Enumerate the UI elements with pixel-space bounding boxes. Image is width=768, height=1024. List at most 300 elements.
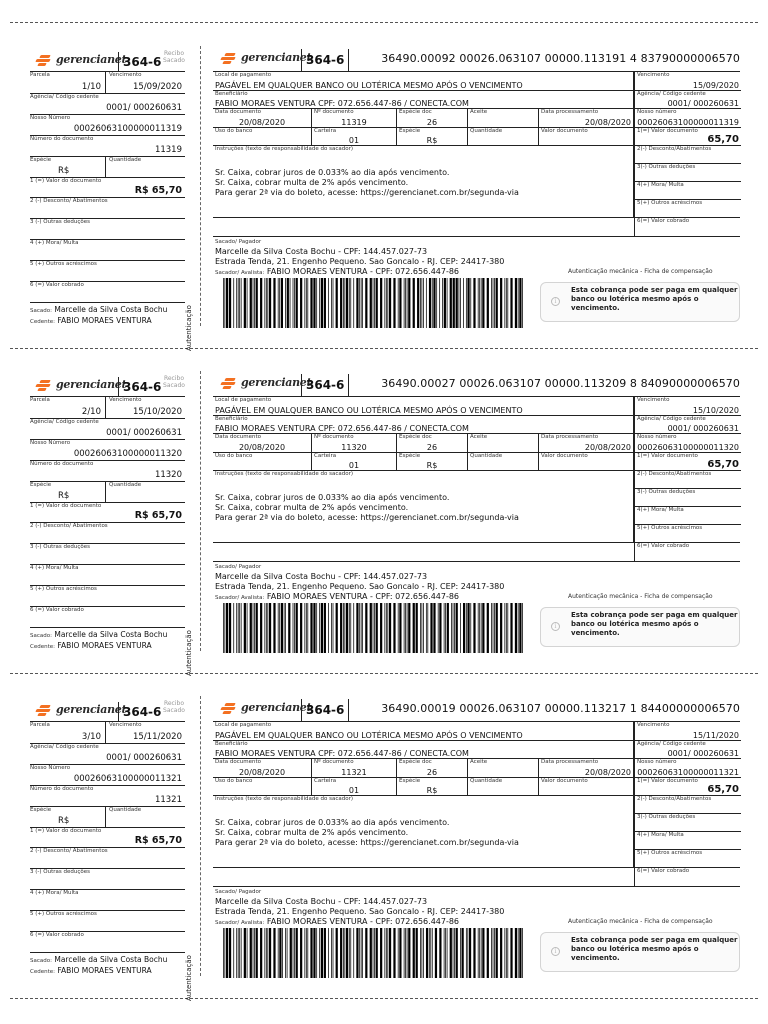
barcode-bar — [260, 278, 262, 328]
barcode-bar — [393, 603, 395, 653]
barcode-bar — [279, 278, 280, 328]
barcode-bar — [269, 603, 271, 653]
barcode-bar — [244, 603, 246, 653]
barcode-bar — [453, 278, 455, 328]
info-icon: i — [551, 947, 560, 956]
barcode-bar — [376, 603, 378, 653]
barcode-bar — [349, 928, 350, 978]
barcode-bar — [459, 278, 460, 328]
barcode-bar — [365, 278, 367, 328]
local-pagamento-cell: Local de pagamento PAGÁVEL EM QUALQUER BANCO OU LOTÉRICA MESMO APÓS O VENCIMENTO — [213, 722, 634, 741]
barcode-bar — [362, 928, 363, 978]
info-icon: i — [551, 622, 560, 631]
barcode-bar — [482, 928, 484, 978]
barcode-bar — [420, 603, 421, 653]
barcode-bar — [398, 278, 399, 328]
barcode-bar — [333, 603, 334, 653]
especie-row: Espécie Quantidade R$ — [30, 482, 185, 503]
barcode-bar — [353, 603, 354, 653]
barcode-bar — [473, 278, 475, 328]
nosso-numero-row: Nosso Número 00026063100000011320 — [30, 440, 185, 461]
barcode-bar — [370, 603, 372, 653]
barcode-bar — [470, 603, 471, 653]
barcode-bar — [413, 603, 415, 653]
barcode-bar — [344, 928, 345, 978]
recibo-sacado: gerencianet 364-6 Recibo Sacado Parcela Vencimento 1/10 15/09/2020 Agência/ Código cedente 0001/ 000260631 Nosso Número 00026063100000011319 Número do documento 11319 Espécie Quantidade R$ 1 (=) Valor do documento R$ 65,70 2 (-) Desconto/ Abatimentos 3 (-) Outras deduções 4 (+) Mora/ Multa 5 (+) Outros acréscimos 6 (=) Valor cobrado Sacado: Marcelle da Silva Costa Bochu Cedente: FABIO MORAES VENTURA — [30, 46, 185, 327]
barcode-bar — [416, 603, 418, 653]
barcode-bar — [423, 278, 424, 328]
barcode-bar — [386, 928, 387, 978]
barcode-bar — [444, 603, 445, 653]
barcode-bar — [376, 928, 378, 978]
valor-documento-row: 1 (=) Valor do documento R$ 65,70 — [30, 178, 185, 198]
barcode-bar — [413, 928, 415, 978]
parcela-value: 1/10 — [81, 82, 101, 92]
barcode-bar — [356, 278, 358, 328]
barcode-bar — [470, 278, 471, 328]
barcode-bar — [398, 928, 399, 978]
sacado-pagador: Sacado/ Pagador Marcelle da Silva Costa Bochu - CPF: 144.457.027-73 Estrada Tenda, 21. Engenho Pequeno. Sao Goncalo - RJ. CEP: 24417-380 — [213, 236, 740, 267]
barcode-bar — [466, 928, 467, 978]
barcode-bar — [328, 278, 329, 328]
gerencianet-logo: gerencianet — [36, 378, 126, 391]
barcode-bar — [349, 278, 350, 328]
barcode-bar — [462, 928, 464, 978]
especie-row: Espécie Quantidade R$ — [30, 807, 185, 828]
barcode-bar — [269, 278, 271, 328]
barcode-bar — [460, 603, 461, 653]
barcode-bar — [233, 278, 234, 328]
barcode-bar — [404, 928, 405, 978]
barcode-bar — [506, 928, 507, 978]
cut-line — [10, 673, 758, 674]
barcode-bar — [494, 603, 495, 653]
barcode-bar — [482, 278, 484, 328]
agencia-row: Agência/ Código cedente 0001/ 000260631 — [30, 94, 185, 115]
barcode-bar — [507, 603, 508, 653]
barcode-bar — [224, 278, 225, 328]
barcode-bar — [285, 603, 286, 653]
barcode-bar — [247, 278, 248, 328]
barcode-bar — [454, 603, 455, 653]
barcode-bar — [300, 603, 302, 653]
recibo-footer: Sacado: Marcelle da Silva Costa Bochu Cedente: FABIO MORAES VENTURA — [30, 955, 168, 975]
barcode-bar — [387, 603, 388, 653]
barcode-bar — [287, 278, 289, 328]
barcode-bar — [336, 278, 338, 328]
barcode-bar — [487, 603, 489, 653]
barcode-bar — [398, 603, 399, 653]
barcode-bar — [306, 603, 307, 653]
barcode-bar — [353, 278, 354, 328]
barcode-bar — [306, 278, 307, 328]
barcode-bar — [373, 278, 374, 328]
barcode-bar — [313, 278, 315, 328]
barcode-bar — [519, 928, 521, 978]
barcode-bar — [296, 928, 298, 978]
barcode-bar — [223, 278, 224, 328]
barcode-bar — [467, 603, 469, 653]
barcode-bar — [313, 928, 315, 978]
barcode-bar — [256, 278, 258, 328]
barcode-bar — [281, 278, 283, 328]
barcode-bar — [479, 278, 480, 328]
barcode-bar — [256, 603, 258, 653]
barcode-bar — [422, 603, 423, 653]
payment-notice: i Esta cobrança pode ser paga em qualquer banco ou lotérica mesmo após o vencimento. — [540, 607, 740, 647]
barcode-bar — [456, 278, 458, 328]
barcode-bar — [426, 603, 427, 653]
barcode-bar — [260, 928, 262, 978]
barcode-bar — [316, 278, 317, 328]
barcode-bar — [407, 603, 408, 653]
barcode-bar — [467, 278, 469, 328]
barcode-bar — [316, 928, 317, 978]
bank-code: 364-6 — [118, 702, 161, 722]
barcode-bar — [344, 278, 345, 328]
gerencianet-logo: gerencianet — [221, 701, 311, 714]
barcode-bar — [405, 278, 406, 328]
instrucoes-cell: Instruções (texto de responsabilidade do sacador) Sr. Caixa, cobrar juros de 0.033% ao dia após vencimento. Sr. Caixa, cobrar multa de 2% após vencimento. Para gerar 2ª via do boleto, acesse: https://gerencianet.com.br/segunda-via — [213, 796, 634, 868]
barcode-bar — [384, 603, 385, 653]
barcode-bar — [481, 603, 482, 653]
barcode-bar — [239, 603, 240, 653]
barcode-bar — [478, 928, 479, 978]
bank-code: 364-6 — [301, 49, 349, 71]
barcode-bar — [288, 603, 290, 653]
barcode-bar — [407, 928, 408, 978]
barcode-bar — [278, 603, 279, 653]
barcode-bar — [493, 928, 494, 978]
barcode-bar — [387, 928, 388, 978]
gerencianet-logo: gerencianet — [221, 376, 311, 389]
barcode-bar — [294, 603, 295, 653]
barcode-bar — [460, 278, 461, 328]
barcode-bar — [350, 928, 351, 978]
barcode-bar — [432, 928, 433, 978]
barcode-bar — [324, 603, 326, 653]
barcode-bar — [384, 928, 385, 978]
parcela-vencimento-row: Parcela Vencimento 2/10 15/10/2020 — [30, 397, 185, 419]
barcode-bar — [361, 278, 362, 328]
barcode-bar — [236, 278, 237, 328]
barcode-bar — [494, 278, 495, 328]
barcode-bar — [331, 278, 332, 328]
barcode-bar — [522, 278, 523, 328]
logo-mark-icon — [36, 705, 52, 715]
instrucoes-cell: Instruções (texto de responsabilidade do sacador) Sr. Caixa, cobrar juros de 0.033% ao dia após vencimento. Sr. Caixa, cobrar multa de 2% após vencimento. Para gerar 2ª via do boleto, acesse: https://gerencianet.com.br/segunda-via — [213, 146, 634, 218]
parcela-value: 2/10 — [81, 407, 101, 417]
barcode-bar — [307, 603, 308, 653]
barcode-bar — [405, 603, 406, 653]
barcode-bar — [405, 928, 406, 978]
barcode-bar — [346, 928, 348, 978]
barcode-bar — [518, 928, 519, 978]
linha-digitavel: 36490.00019 00026.063107 00000.113217 1 84400000006570 — [381, 702, 740, 715]
barcode-bar — [279, 603, 280, 653]
barcode-bar — [481, 278, 482, 328]
barcode-bar — [426, 278, 427, 328]
barcode-bar — [247, 928, 248, 978]
barcode-bar — [510, 928, 512, 978]
barcode-bar — [267, 278, 268, 328]
barcode-bar — [507, 278, 508, 328]
barcode-bar — [426, 928, 428, 978]
valores-column: Vencimento 15/09/2020 Agência/ Código cedente 0001/ 000260631 Nosso número 00026063100000011319 1(=) Valor documento 65,70 2(-) Desconto/Abatimentos 3(-) Outras deduções 4(+) Mora/ Multa 5(+) Outros acréscimos — [634, 72, 740, 218]
barcode-bar — [515, 278, 517, 328]
valor-documento-row: 1 (=) Valor do documento R$ 65,70 — [30, 503, 185, 523]
barcode-bar — [479, 928, 480, 978]
barcode-bar — [350, 278, 351, 328]
barcode-bar — [321, 928, 323, 978]
barcode-bar — [253, 603, 254, 653]
barcode-bar — [254, 928, 255, 978]
valor-cobrado-cell: 6(=) Valor cobrado — [634, 868, 740, 886]
barcode-bar — [386, 278, 387, 328]
barcode-bar — [430, 603, 432, 653]
valor-documento-row: 1 (=) Valor do documento R$ 65,70 — [30, 828, 185, 848]
barcode-bar — [239, 278, 240, 328]
barcode-bar — [522, 603, 523, 653]
barcode-bar — [407, 278, 408, 328]
barcode-bar — [233, 928, 234, 978]
sacado-pagador: Sacado/ Pagador Marcelle da Silva Costa Bochu - CPF: 144.457.027-73 Estrada Tenda, 21. Engenho Pequeno. Sao Goncalo - RJ. CEP: 24417-380 — [213, 561, 740, 592]
barcode-bar — [456, 928, 458, 978]
barcode-bar — [504, 603, 505, 653]
barcode-bar — [340, 278, 342, 328]
autenticacao-vertical-label: Autenticação — [185, 305, 193, 351]
recibo-footer: Sacado: Marcelle da Silva Costa Bochu Cedente: FABIO MORAES VENTURA — [30, 305, 168, 325]
barcode-bar — [266, 603, 267, 653]
barcode-bar — [324, 928, 326, 978]
barcode-bar — [479, 603, 480, 653]
boleto-slip — [0, 46, 768, 351]
barcode-bar — [447, 278, 448, 328]
numero-documento-row: Número do documento 11319 — [30, 136, 185, 157]
barcode-bar — [491, 928, 492, 978]
barcode-bar — [439, 603, 441, 653]
barcode-bar — [241, 603, 242, 653]
barcode-bar — [310, 603, 312, 653]
recibo-sacado-label: Recibo Sacado — [163, 700, 185, 714]
barcode-bar — [350, 603, 351, 653]
barcode-bar — [273, 603, 275, 653]
barcode-bar — [321, 278, 323, 328]
barcode-bar — [316, 603, 317, 653]
valores-column: Vencimento 15/10/2020 Agência/ Código cedente 0001/ 000260631 Nosso número 00026063100000011320 1(=) Valor documento 65,70 2(-) Desconto/Abatimentos 3(-) Outras deduções 4(+) Mora/ Multa 5(+) Outros acréscimos — [634, 397, 740, 543]
payment-notice: i Esta cobrança pode ser paga em qualquer banco ou lotérica mesmo após o vencimento. — [540, 282, 740, 322]
barcode-bar — [491, 278, 492, 328]
barcode-bar — [287, 928, 288, 978]
barcode-bar — [413, 278, 415, 328]
barcode-bar — [393, 928, 395, 978]
barcode-bar — [478, 603, 479, 653]
barcode-bar — [515, 603, 517, 653]
nosso-numero-row: Nosso Número 00026063100000011321 — [30, 765, 185, 786]
barcode-bar — [233, 603, 234, 653]
barcode-bar — [374, 278, 375, 328]
barcode-bar — [321, 603, 323, 653]
barcode-bar — [293, 603, 294, 653]
barcode-bar — [307, 928, 308, 978]
barcode-bar — [267, 928, 268, 978]
barcode-bar — [238, 278, 239, 328]
barcode-bar — [373, 603, 374, 653]
barcode-bar — [253, 928, 254, 978]
barcode-bar — [296, 603, 298, 653]
valores-column: Vencimento 15/11/2020 Agência/ Código cedente 0001/ 000260631 Nosso número 00026063100000011321 1(=) Valor documento 65,70 2(-) Desconto/Abatimentos 3(-) Outras deduções 4(+) Mora/ Multa 5(+) Outros acréscimos — [634, 722, 740, 868]
barcode-bar — [374, 603, 375, 653]
barcode-bar — [438, 603, 439, 653]
numero-documento-row: Número do documento 11321 — [30, 786, 185, 807]
barcode-bar — [267, 603, 268, 653]
barcode-bar — [500, 278, 502, 328]
barcode-bar — [244, 928, 246, 978]
barcode-bar — [250, 603, 252, 653]
barcode-bar — [436, 278, 437, 328]
barcode-bar — [422, 278, 423, 328]
barcode-bar — [281, 603, 283, 653]
barcode-bar — [444, 928, 445, 978]
barcode-bar — [473, 603, 475, 653]
barcode-bar — [223, 603, 224, 653]
boleto-slip — [0, 696, 768, 1001]
barcode-bar — [356, 603, 358, 653]
barcode-bar — [273, 928, 275, 978]
barcode-bar — [445, 928, 446, 978]
barcode-bar — [467, 928, 468, 978]
barcode-bar — [273, 278, 275, 328]
barcode-bar — [310, 928, 312, 978]
barcode-bar — [279, 928, 281, 978]
barcode-bar — [346, 278, 348, 328]
barcode-bar — [294, 278, 295, 328]
barcode-bar — [365, 603, 367, 653]
barcode-bar — [254, 278, 255, 328]
barcode-bar — [384, 278, 385, 328]
barcode-bar — [496, 278, 498, 328]
especie-row: Espécie Quantidade R$ — [30, 157, 185, 178]
barcode-bar — [427, 603, 428, 653]
barcode-bar — [453, 603, 454, 653]
barcode-bar — [450, 928, 452, 978]
barcode-bar — [256, 928, 258, 978]
barcode-bar — [506, 603, 507, 653]
barcode-bar — [293, 928, 294, 978]
barcode-bar — [226, 603, 228, 653]
barcode-bar — [466, 278, 467, 328]
barcode-bar — [433, 278, 435, 328]
barcode-bar — [432, 278, 433, 328]
barcode-bar — [393, 278, 395, 328]
recibo-sacado: gerencianet 364-6 Recibo Sacado Parcela Vencimento 2/10 15/10/2020 Agência/ Código cedente 0001/ 000260631 Nosso Número 00026063100000011320 Número do documento 11320 Espécie Quantidade R$ 1 (=) Valor do documento R$ 65,70 2 (-) Desconto/ Abatimentos 3 (-) Outras deduções 4 (+) Mora/ Multa 5 (+) Outros acréscimos 6 (=) Valor cobrado Sacado: Marcelle da Silva Costa Bochu Cedente: FABIO MORAES VENTURA — [30, 371, 185, 652]
barcode-bar — [285, 278, 286, 328]
barcode-bar — [304, 928, 305, 978]
barcode-bar — [370, 928, 372, 978]
barcode — [223, 928, 523, 978]
barcode-bar — [487, 928, 489, 978]
barcode-bar — [313, 603, 315, 653]
barcode-bar — [244, 278, 246, 328]
barcode-bar — [328, 603, 329, 653]
barcode-bar — [463, 603, 465, 653]
sacado-pagador: Sacado/ Pagador Marcelle da Silva Costa Bochu - CPF: 144.457.027-73 Estrada Tenda, 21. Engenho Pequeno. Sao Goncalo - RJ. CEP: 24417-380 — [213, 886, 740, 917]
barcode-bar — [340, 928, 342, 978]
barcode-bar — [510, 278, 512, 328]
barcode-bar — [356, 928, 358, 978]
barcode-bar — [353, 928, 354, 978]
barcode-bar — [236, 928, 237, 978]
barcode-bar — [504, 928, 505, 978]
barcode-bar — [507, 928, 508, 978]
barcode-bar — [456, 603, 458, 653]
barcode-bar — [380, 278, 382, 328]
gerencianet-logo: gerencianet — [221, 51, 311, 64]
barcode-bar — [510, 603, 512, 653]
barcode-bar — [374, 928, 375, 978]
cut-line — [10, 22, 758, 23]
barcode-bar — [370, 278, 372, 328]
barcode-bar — [361, 603, 362, 653]
barcode-bar — [346, 603, 348, 653]
recibo-sacado-label: Recibo Sacado — [163, 375, 185, 389]
barcode-bar — [494, 928, 495, 978]
barcode-bar — [306, 928, 307, 978]
barcode-bar — [469, 928, 471, 978]
barcode-bar — [506, 278, 507, 328]
barcode-bar — [404, 278, 405, 328]
barcode-bar — [282, 928, 283, 978]
recibo-sacado: gerencianet 364-6 Recibo Sacado Parcela Vencimento 3/10 15/11/2020 Agência/ Código cedente 0001/ 000260631 Nosso Número 00026063100000011321 Número do documento 11321 Espécie Quantidade R$ 1 (=) Valor do documento R$ 65,70 2 (-) Desconto/ Abatimentos 3 (-) Outras deduções 4 (+) Mora/ Multa 5 (+) Outros acréscimos 6 (=) Valor cobrado Sacado: Marcelle da Silva Costa Bochu Cedente: FABIO MORAES VENTURA — [30, 696, 185, 977]
barcode-bar — [399, 278, 401, 328]
barcode-bar — [300, 928, 302, 978]
barcode-bar — [359, 928, 360, 978]
barcode-bar — [361, 928, 362, 978]
barcode-bar — [290, 278, 291, 328]
vencimento-value: 15/10/2020 — [133, 407, 182, 417]
barcode-bar — [466, 603, 467, 653]
barcode-bar — [349, 603, 350, 653]
barcode-bar — [439, 928, 441, 978]
vencimento-value: 15/09/2020 — [133, 82, 182, 92]
barcode-bar — [519, 603, 521, 653]
instrucoes-cell: Instruções (texto de responsabilidade do sacador) Sr. Caixa, cobrar juros de 0.033% ao dia após vencimento. Sr. Caixa, cobrar multa de 2% após vencimento. Para gerar 2ª via do boleto, acesse: https://gerencianet.com.br/segunda-via — [213, 471, 634, 543]
barcode-bar — [304, 603, 305, 653]
bank-code: 364-6 — [118, 52, 161, 72]
barcode-bar — [266, 278, 267, 328]
barcode-bar — [340, 603, 342, 653]
barcode-bar — [254, 603, 255, 653]
autenticacao-ficha-label: Autenticação mecânica - Ficha de compensação — [568, 593, 713, 600]
barcode-bar — [445, 603, 446, 653]
agencia-row: Agência/ Código cedente 0001/ 000260631 — [30, 744, 185, 765]
barcode-bar — [433, 603, 435, 653]
barcode-bar — [522, 928, 523, 978]
barcode-bar — [429, 278, 431, 328]
barcode-bar — [463, 278, 464, 328]
local-pagamento-cell: Local de pagamento PAGÁVEL EM QUALQUER BANCO OU LOTÉRICA MESMO APÓS O VENCIMENTO — [213, 397, 634, 416]
barcode-bar — [319, 603, 320, 653]
recibo-footer: Sacado: Marcelle da Silva Costa Bochu Cedente: FABIO MORAES VENTURA — [30, 630, 168, 650]
barcode-bar — [226, 928, 228, 978]
barcode-bar — [224, 928, 225, 978]
ficha-compensacao: gerencianet 364-6 36490.00092 00026.063107 00000.113191 4 83790000006570 Local de pagamento PAGÁVEL EM QUALQUER BANCO OU LOTÉRICA MESMO APÓS O VENCIMENTO Beneficiário FABIO MORAES VENTURA CPF: 072.656.447-86 / CONECTA.COM Data documento 20/08/2020 Nº documento 11319 Espécie doc 26 Aceite Data processamento 20/08/2020 Uso do banco Carteira 01 Espécie R$ Quantidade Valor documento Instruções (texto de responsabilidade do sacador) Sr. Caixa, cobrar juros de 0.033% ao dia após vencimento. Sr. Caixa, cobrar multa de 2% após vencimento. Para gerar 2ª via do boleto, acesse: https://gerencianet.com.br/segunda-via Vencimento 15/09/2020 Agência/ Código cedente 0001/ 000260631 Nosso número 00026063100000011319 1(=) Valor documento 65,70 2(-) Desconto/Abatimentos 3(-) Outras deduções 4(+) Mora/ Multa 5(+) Outros acréscimos 6(=) Valor cobrado Sacado/ Pagador Marcelle da Silva Costa Bochu - CPF: 144.457.027-73 Estrada Tenda, 21. Engenho Pequeno. Sao Goncalo - RJ. CEP: 24417-380 Sacador/ Avalista: FABIO MORAES VENTURA - CPF: 072.656.447-86 Autenticação mecânica - Ficha de compensação i Esta cobrança pode ser paga em qualquer banco ou lotérica mesmo após o vencimento. — [213, 46, 740, 218]
barcode-bar — [491, 603, 492, 653]
barcode-bar — [264, 278, 265, 328]
barcode-bar — [380, 928, 382, 978]
barcode-bar — [250, 928, 252, 978]
parcela-vencimento-row: Parcela Vencimento 1/10 15/09/2020 — [30, 72, 185, 94]
